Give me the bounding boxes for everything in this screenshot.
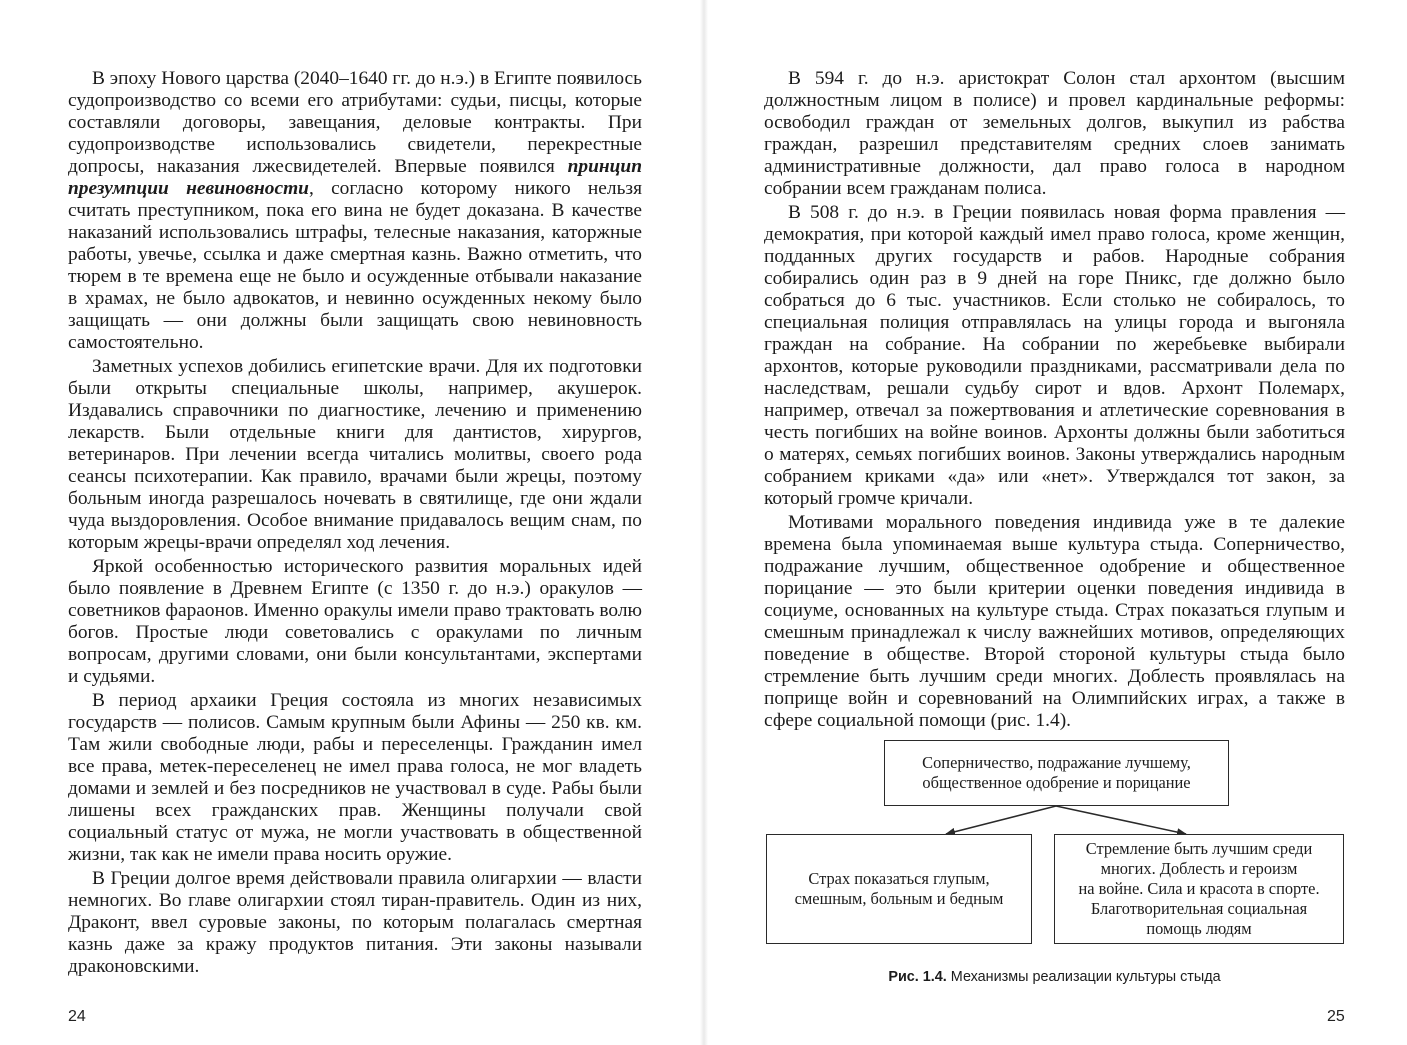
- page-number-right: 25: [1327, 1008, 1345, 1025]
- page-number-left: 24: [68, 1008, 86, 1025]
- figure-caption-text: Механизмы реализации культуры стыда: [946, 969, 1221, 985]
- paragraph-text: Яркой особенностью исторического развития моральных идей было появление в Древнем Египте (с 1350 г. до н.э.) оракулов — советников фараонов. Именно оракулы имели право трактовать волю богов. Простые люди советовались с оракулами по личным вопросам, другими словами, они были консультантами, экспертами и судьями.: [68, 556, 642, 687]
- paragraph-text: В 594 г. до н.э. аристократ Солон стал архонтом (высшим должностным лицом в полисе) и провел кардинальные реформы: освободил граждан от земельных долгов, выкупил из рабства граждан, разрешил представителям средних слоев занимать административные должности, дал право голоса в народном собрании всем гражданам полиса.: [764, 68, 1345, 199]
- paragraph: [68, 556, 642, 688]
- right-page: [704, 0, 1407, 1045]
- paragraph: [68, 356, 642, 554]
- paragraph-text: Мотивами морального поведения индивида уже в те далекие времена была упоминаемая выше культура стыда. Соперничество, подражание лучшим, общественное одобрение и общественное порицание — это были критерии оценки поведения индивида в социуме, основанных на культуре стыда. Страх показаться глупым и смешным принадлежал к числу важнейших мотивов, определяющих поведение в обществе. Второй стороной культуры стыда было стремление быть лучшим среди многих. Доблесть проявлялась на поприще войн и соревнований на Олимпийских играх, а также в сфере социальной помощи (рис. 1.4).: [764, 512, 1345, 731]
- paragraph-text: В Греции долгое время действовали правила олигархии — власти немногих. Во главе олигархии стоял тиран-правитель. Один из них, Драконт, ввел суровые законы, по которым полагалась смертная казнь даже за кражу продуктов питания. Эти законы называли драконовскими.: [68, 868, 642, 977]
- paragraph-text: Заметных успехов добились египетские врачи. Для их подготовки были открыты специальные школы, например, акушерок. Издавались справочники по диагностике, лечению и применению лекарств. Были отдельные книги для дантистов, хирургов, ветеринаров. При лечении всегда читались молитвы, своего рода сеансы психотерапии. Как правило, врачами были жрецы, поэтому больным иногда разрешалось ночевать в святилище, где они ждали чуда выздоровления. Особое внимание придавалось вещим снам, по которым жрецы-врачи определял ход лечения.: [68, 356, 642, 553]
- paragraph: [68, 868, 642, 978]
- paragraph-text: В период архаики Греция состояла из многих независимых государств — полисов. Самым крупным были Афины — 250 кв. км. Там жили свободные люди, рабы и переселенцы. Гражданин имел все права, метек-переселенец не имел права голоса, не мог владеть домами и землей и без посредников не участвовал в суде. Рабы были лишены всех гражданских прав. Женщины получали свой социальный статус от мужа, не могли участвовать в общественной жизни, так как не имели права носить оружие.: [68, 690, 642, 865]
- diagram-box-right: Стремление быть лучшим среди многих. Доблесть и героизм на войне. Сила и красота в спорте. Благотворительная социальная помощь людям: [1054, 834, 1344, 944]
- arrow-to-left-box: [946, 806, 1056, 834]
- paragraph: [764, 512, 1345, 732]
- figure-caption: [764, 969, 1345, 985]
- arrow-to-right-box: [1056, 806, 1186, 834]
- paragraph: [764, 202, 1345, 510]
- figure-caption-label: Рис. 1.4.: [888, 969, 947, 985]
- paragraph-text: В эпоху Нового царства (2040–1640 гг. до н.э.) в Египте появилось судопроизводство со всеми его атрибутами: судьи, писцы, которые составляли договоры, завещания, деловые контракты. При судопроизводстве использовались свидетели, перекрестные допросы, наказания лжесвидетелей. Впервые появился: [68, 68, 642, 177]
- figure-diagram: [766, 740, 1346, 954]
- diagram-box-left: Страх показаться глупым, смешным, больным и бедным: [766, 834, 1032, 944]
- left-page: [0, 0, 703, 1045]
- paragraph-text: , согласно которому никого нельзя считать преступником, пока его вина не будет доказана. В качестве наказаний использовались штрафы, телесные наказания, каторжные работы, увечье, ссылка и даже смертная казнь. Важно отметить, что тюрем в те времена еще не было и осужденные отбывали наказание в храмах, не было адвокатов, и невинно осужденных некому было защищать — они должны были защищать свою невиновность самостоятельно.: [68, 178, 642, 353]
- left-text-column: [68, 68, 642, 978]
- paragraph: [68, 690, 642, 866]
- right-text-column: [764, 68, 1345, 732]
- paragraph-text: В 508 г. до н.э. в Греции появилась новая форма правления — демократия, при которой каждый имел право голоса, кроме женщин, подданных других государств и рабов. Народные собрания собирались один раз в 9 дней на горе Пникс, где должно было собраться до 6 тыс. участников. Если столько не собиралось, то специальная полиция отправлялась на улицы города и выгоняла граждан на собрание. На собрании по жеребьевке выбирали архонтов, которые руководили праздниками, рассматривали дела по наследствам, решали судьбу сирот и вдов. Архонт Полемарх, например, отвечал за пожертвования и атлетические соревнования в честь погибших на войне воинов. Архонты должны были заботиться о матерях, семьях погибших воинов. Законы утверждались народным собранием криками «да» или «нет». Утверждался тот закон, за который громче кричали.: [764, 202, 1345, 509]
- paragraph: [764, 68, 1345, 200]
- emphasized-term: принцип презумпции невиновности: [68, 156, 642, 199]
- diagram-box-top: Соперничество, подражание лучшему, общественное одобрение и порицание: [884, 740, 1229, 806]
- paragraph: [68, 68, 642, 354]
